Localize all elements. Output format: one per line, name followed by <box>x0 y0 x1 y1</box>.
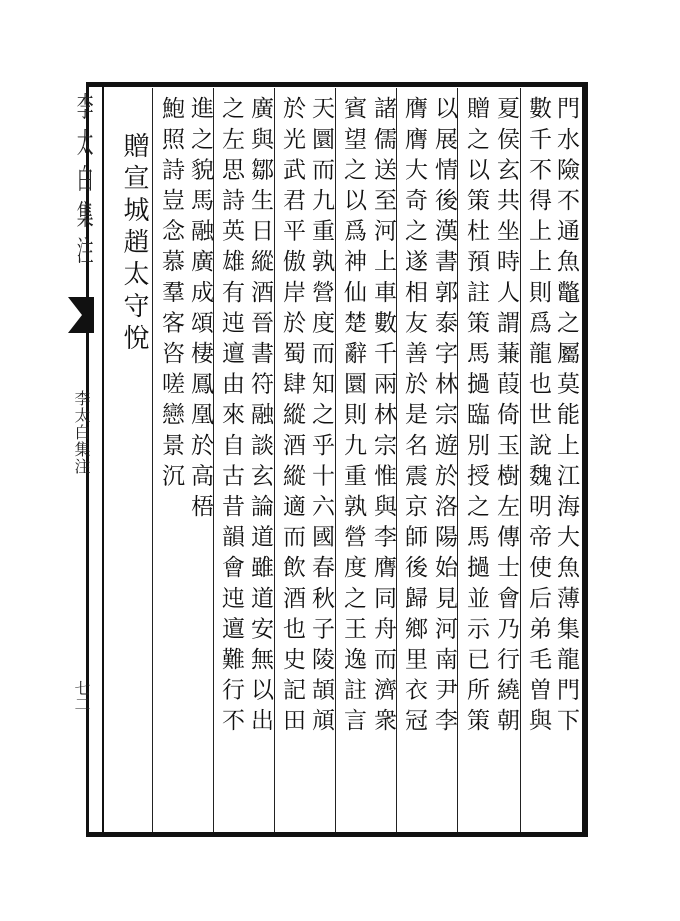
text-column-13: 進之貌馬融廣成頌棲鳳凰於高梧 <box>187 96 213 525</box>
column-rule <box>152 88 153 832</box>
text-column-5: 以展情後漢書郭泰字林宗遊於洛陽始見河南尹李 <box>431 96 457 739</box>
text-column-14: 鮑照詩豈念慕羣客咨嗟戀景沉 <box>158 96 184 494</box>
text-column-11: 廣與鄒生日縱酒晉書符融談玄論道雖道安無以出 <box>247 96 273 739</box>
poem-title: 贈宣城趙太守悅 <box>119 132 149 356</box>
gutter-title: 李太白集注 <box>74 92 95 272</box>
text-column-1: 門水險不通魚鼈之屬莫能上江海大魚薄集龍門下 <box>553 96 579 739</box>
text-column-6: 膺膺大奇之遂相友善於是名震京師後歸鄉里衣冠 <box>401 96 427 739</box>
frame-border-top <box>86 82 588 87</box>
text-column-7: 諸儒送至河上車數千兩林宗惟與李膺同舟而濟衆 <box>370 96 396 739</box>
text-column-3: 夏侯玄共坐時人謂蒹葭倚玉樹左傳士會乃行繞朝 <box>493 96 519 739</box>
frame-border-right <box>582 82 588 837</box>
column-rule <box>335 88 336 832</box>
text-column-10: 於光武君平傲岸於蜀肆縱酒縱適而飲酒也史記田 <box>279 96 305 739</box>
text-column-2: 數千不得上上則爲龍也世說魏明帝使后弟毛曽與 <box>525 96 551 739</box>
gutter-divider <box>102 82 104 837</box>
gutter-page-number: 七二 <box>72 680 91 712</box>
frame-border-bottom <box>86 832 588 837</box>
text-column-9: 天圜而九重孰營度而知之乎十六國春秋子陵頡頏 <box>308 96 334 739</box>
gutter-book-title: 李太白集注 <box>72 390 91 475</box>
text-column-4: 贈之以策杜預註策馬撾臨別授之馬撾並示已所策 <box>463 96 489 739</box>
text-column-12: 之左思詩英雄有迍邅由來自古昔韻會迍邅難行不 <box>218 96 244 739</box>
column-rule <box>274 88 275 832</box>
column-rule <box>520 88 521 832</box>
text-column-8: 賓望之以爲神仙楚辭圜則九重孰營度之王逸註言 <box>340 96 366 739</box>
fish-tail-marker-icon <box>64 295 94 335</box>
